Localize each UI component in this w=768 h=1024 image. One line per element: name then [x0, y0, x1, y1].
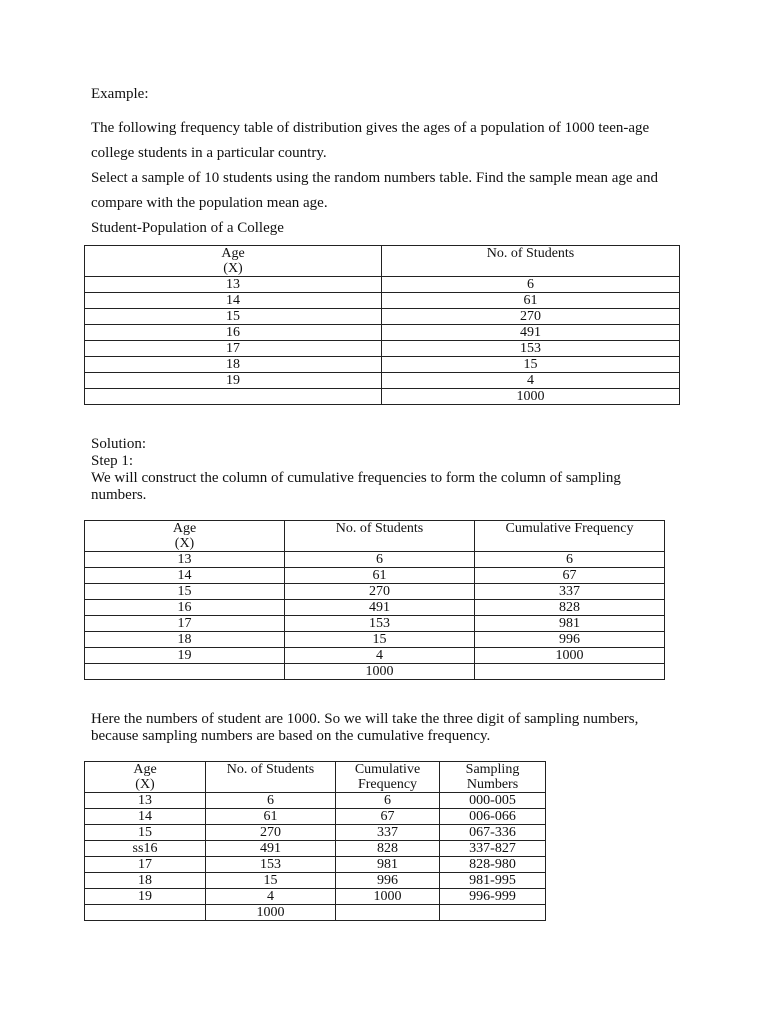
table-row: [85, 857, 546, 873]
students-header: No. of Students: [382, 246, 680, 277]
table-row: [85, 552, 665, 568]
table-cell: 15: [382, 357, 680, 373]
table-cell: 337-827: [440, 841, 546, 857]
intro-line-2: college students in a particular country.: [91, 145, 327, 161]
table-header-row: [85, 762, 546, 793]
header-text-line: (X): [174, 536, 195, 551]
table-cell: 19: [85, 889, 206, 905]
table-row: [85, 584, 665, 600]
table-cell: 15: [285, 632, 475, 648]
table-cell: 17: [85, 857, 206, 873]
table-cell: 828: [336, 841, 440, 857]
table-cell: 996: [336, 873, 440, 889]
table-cell: 153: [382, 341, 680, 357]
table-cell: 6: [206, 793, 336, 809]
total-cell: 1000: [382, 389, 680, 405]
table-cell: 153: [206, 857, 336, 873]
table-cell: 14: [85, 293, 382, 309]
table-cell: [85, 664, 285, 680]
table-cell: 61: [285, 568, 475, 584]
table-cell: 6: [382, 277, 680, 293]
header-text-line: Frequency: [357, 777, 418, 792]
table-cell: 15: [85, 309, 382, 325]
age-header: [85, 762, 206, 793]
cumulative-header: Cumulative Frequency: [475, 521, 665, 552]
table-cell: 491: [382, 325, 680, 341]
intro-line-1: The following frequency table of distribution gives the ages of a population of 1000 teen-age: [91, 120, 650, 136]
table-cell: [85, 389, 382, 405]
table-cell: 67: [475, 568, 665, 584]
header-text-line: Sampling: [465, 762, 520, 777]
table-cell: 14: [85, 809, 206, 825]
header-text-line: Numbers: [466, 777, 519, 792]
table-total-row: [85, 664, 665, 680]
table-cell: 153: [285, 616, 475, 632]
header-text-line: (X): [223, 261, 243, 276]
table-cell: 19: [85, 648, 285, 664]
table-cell: 6: [475, 552, 665, 568]
students-header: No. of Students: [206, 762, 336, 793]
header-text-line: (X): [135, 777, 155, 792]
table-cell: 15: [85, 825, 206, 841]
header-text-line: Age: [221, 246, 245, 261]
table-cell: 1000: [336, 889, 440, 905]
table-total-row: [85, 905, 546, 921]
table-row: [85, 341, 680, 357]
cumulative-header: [336, 762, 440, 793]
solution-label: Solution:: [91, 436, 147, 452]
table-row: [85, 293, 680, 309]
step1-label: Step 1:: [91, 453, 134, 469]
table-cell: 000-005: [440, 793, 546, 809]
table-cell: 996: [475, 632, 665, 648]
table1-title: Student-Population of a College: [91, 220, 284, 236]
sampling-header: [440, 762, 546, 793]
table-row: [85, 873, 546, 889]
table-cell: [475, 664, 665, 680]
table-cell: 337: [475, 584, 665, 600]
table-cell: [336, 905, 440, 921]
here-text-line-2: because sampling numbers are based on the cumulative frequency.: [91, 728, 491, 744]
table-cell: 491: [206, 841, 336, 857]
table-row: [85, 793, 546, 809]
table-cell: 13: [85, 277, 382, 293]
table-cell: 996-999: [440, 889, 546, 905]
example-label: Example:: [91, 86, 149, 102]
table-cell: 19: [85, 373, 382, 389]
table-cell: 491: [285, 600, 475, 616]
table-row: [85, 600, 665, 616]
table-cell: 6: [336, 793, 440, 809]
header-text-line: Age: [133, 762, 157, 777]
table-row: [85, 648, 665, 664]
table-cell: 4: [382, 373, 680, 389]
table-cell: 828: [475, 600, 665, 616]
students-header: No. of Students: [285, 521, 475, 552]
table-cell: 16: [85, 325, 382, 341]
age-header: [85, 246, 382, 277]
table-cell: 981: [336, 857, 440, 873]
table-row: [85, 632, 665, 648]
table-total-row: [85, 389, 680, 405]
age-header: [85, 521, 285, 552]
table-cell: 17: [85, 616, 285, 632]
cumulative-table: [84, 520, 665, 680]
table-cell: 17: [85, 341, 382, 357]
table-cell: 270: [382, 309, 680, 325]
step1-text-line-1: We will construct the column of cumulative frequencies to form the column of sampling: [91, 470, 621, 486]
table-cell: 006-066: [440, 809, 546, 825]
table-cell: 4: [206, 889, 336, 905]
total-cell: 1000: [206, 905, 336, 921]
table-cell: 981: [475, 616, 665, 632]
table-cell: 13: [85, 552, 285, 568]
table-cell: 61: [206, 809, 336, 825]
header-text-line: Cumulative: [354, 762, 421, 777]
table-cell: 16: [85, 600, 285, 616]
table-cell: 67: [336, 809, 440, 825]
total-cell: 1000: [285, 664, 475, 680]
table-cell: 15: [85, 584, 285, 600]
table-row: [85, 568, 665, 584]
table-cell: 1000: [475, 648, 665, 664]
table-cell: 15: [206, 873, 336, 889]
table-row: [85, 616, 665, 632]
table-cell: ss16: [85, 841, 206, 857]
table-cell: 18: [85, 632, 285, 648]
table-cell: 14: [85, 568, 285, 584]
header-text-line: Age: [172, 521, 197, 536]
select-line-1: Select a sample of 10 students using the random numbers table. Find the sample mean age and: [91, 170, 658, 186]
table-row: [85, 357, 680, 373]
table-cell: 18: [85, 357, 382, 373]
step1-text-line-2: numbers.: [91, 487, 147, 503]
table-cell: 828-980: [440, 857, 546, 873]
table-cell: 337: [336, 825, 440, 841]
table-cell: [440, 905, 546, 921]
sampling-table: [84, 761, 546, 921]
table-cell: 067-336: [440, 825, 546, 841]
table-cell: 4: [285, 648, 475, 664]
table-cell: 18: [85, 873, 206, 889]
table-row: [85, 373, 680, 389]
table-row: [85, 325, 680, 341]
table-cell: 61: [382, 293, 680, 309]
table-header-row: [85, 521, 665, 552]
table-row: [85, 841, 546, 857]
select-line-2: compare with the population mean age.: [91, 195, 328, 211]
table-row: [85, 309, 680, 325]
here-text-line-1: Here the numbers of student are 1000. So we will take the three digit of sampling numbers,: [91, 711, 639, 727]
table-cell: 270: [285, 584, 475, 600]
table-row: [85, 809, 546, 825]
population-table: [84, 245, 680, 405]
table-cell: 6: [285, 552, 475, 568]
table-row: [85, 825, 546, 841]
table-header-row: [85, 246, 680, 277]
table-cell: 981-995: [440, 873, 546, 889]
table-cell: [85, 905, 206, 921]
table-cell: 270: [206, 825, 336, 841]
table-row: [85, 889, 546, 905]
table-cell: 13: [85, 793, 206, 809]
table-row: [85, 277, 680, 293]
